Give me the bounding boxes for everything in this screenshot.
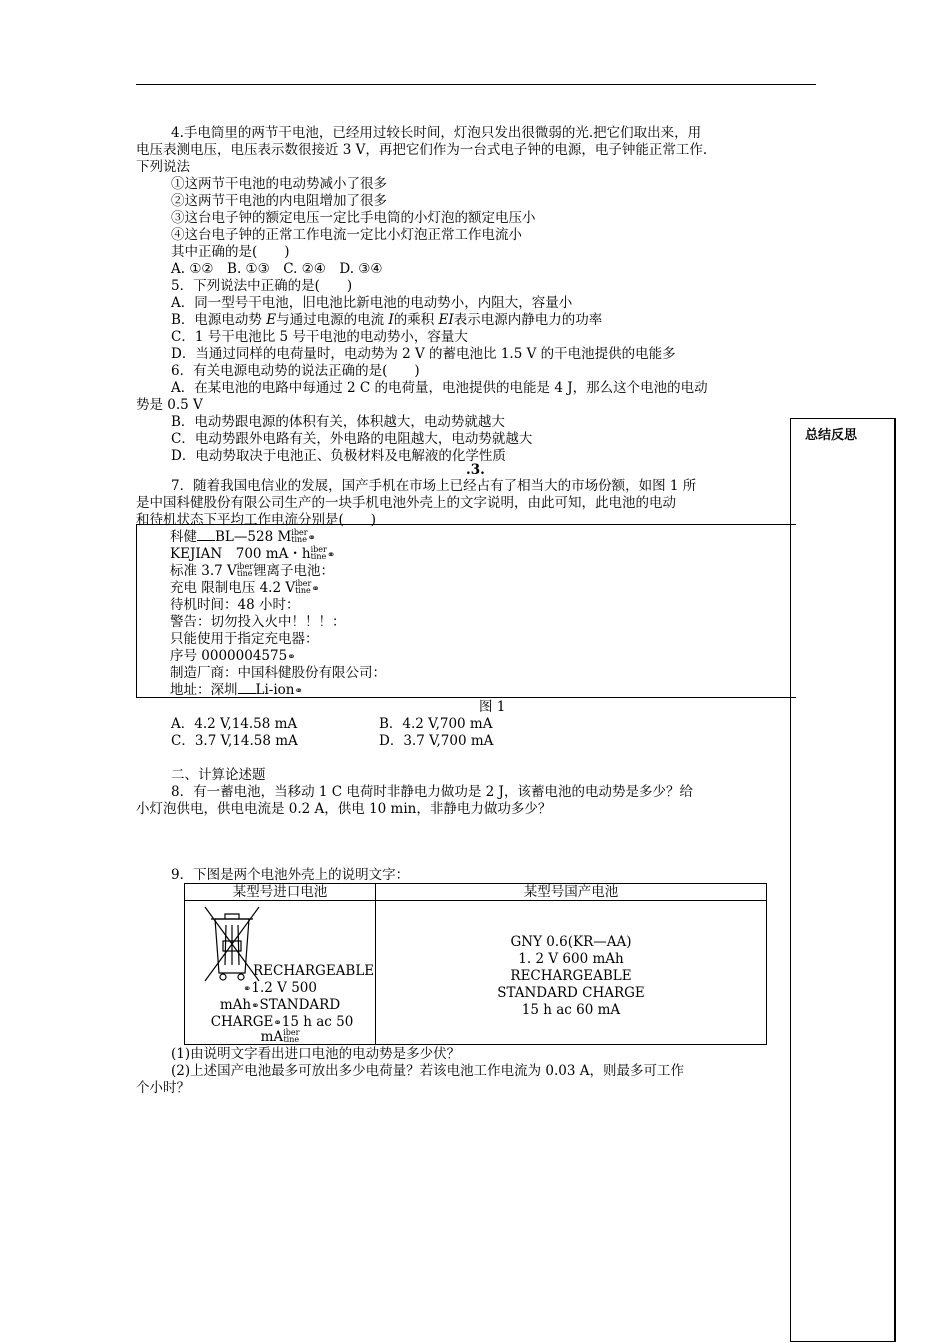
- imported-standard: STANDARD: [259, 997, 341, 1013]
- artifact-sup-bottom: tine: [283, 1034, 300, 1044]
- q7-line1: 7．随着我国电信业的发展，国产手机在市场上已经占有了相当大的市场份额，如图 1 所: [171, 478, 697, 494]
- q8-line1: 8．有一蓄电池，当移动 1 C 电荷时非静电力做功是 2 J，该蓄电池的电动势是多少？给: [171, 784, 693, 800]
- q4-statement-4: ④这台电子钟的正常工作电流一定比小灯泡正常工作电流小: [171, 227, 522, 243]
- domestic-line-2: 1. 2 V 600 mAh: [518, 951, 624, 967]
- label-capacity: KEJIAN 700 mA・h: [170, 546, 311, 562]
- label-type: 锂离子电池：: [253, 563, 335, 579]
- col-header-domestic: 某型号国产电池: [376, 884, 766, 901]
- domestic-line-4: STANDARD CHARGE: [497, 985, 645, 1001]
- domestic-line-1: GNY 0.6(KR—AA): [510, 934, 632, 950]
- scribble-icon: ⚭: [307, 533, 316, 544]
- battery-compare-table: [184, 883, 767, 1045]
- scribble-icon: ⚭: [311, 584, 320, 595]
- q5-b-e: E: [266, 312, 277, 328]
- label-standard-voltage: 标准 3.7 V: [170, 563, 237, 579]
- q5-b-ei: EI: [438, 312, 454, 328]
- artifact-sup-top: iber: [291, 527, 308, 537]
- artifact-sup-bottom: tine: [295, 585, 311, 595]
- figure-caption: 图 1: [479, 699, 506, 715]
- artifact-sup-top: iber: [236, 561, 254, 571]
- artifact-sup-top: iber: [310, 544, 327, 554]
- artifact-sup-bottom: tine: [291, 534, 307, 544]
- q7-option-a: A．4.2 V,14.58 mA: [171, 716, 298, 732]
- artifact-sup-bottom: tine: [236, 568, 253, 578]
- artifact-sup: [291, 529, 307, 543]
- q4-line3: 下列说法: [136, 159, 190, 175]
- artifact-sup: [295, 580, 311, 594]
- label-chem: Li-ion: [255, 682, 295, 698]
- label-line-10: [170, 682, 303, 700]
- imported-voltage: 1.2 V 500: [251, 980, 317, 996]
- scribble-icon: ⚭: [326, 550, 336, 561]
- q4-ask: 其中正确的是( ): [171, 244, 290, 260]
- q4-statement-1: ①这两节干电池的电动势减小了很多: [171, 176, 387, 192]
- q9-stem: 9．下图是两个电池外壳上的说明文字：: [171, 867, 410, 883]
- label-charge-limit: 充电 限制电压 4.2 V: [170, 580, 296, 596]
- label-line-1: [170, 529, 316, 547]
- artifact-sup: [311, 546, 327, 560]
- label-brand: 科健: [170, 529, 197, 545]
- imported-battery-cell: [185, 901, 376, 1044]
- q5-b-pre: B．电源电动势: [171, 312, 267, 328]
- q6-stem: 6．有关电源电动势的说法正确的是( ): [171, 363, 420, 379]
- q5-stem: 5．下列说法中正确的是( ): [171, 278, 353, 294]
- sidebar-title: 总结反思: [805, 428, 858, 443]
- q4-line2: 电压表测电压，电压表示数很接近 3 V，再把它们作为一台式电子钟的电源，电子钟能正常工作.: [136, 142, 708, 158]
- label-address: 地址：深圳: [170, 682, 238, 698]
- domestic-line-3: RECHARGEABLE: [510, 968, 632, 984]
- artifact-sup: [283, 1029, 299, 1043]
- domestic-line-5: 15 h ac 60 mA: [521, 1002, 621, 1018]
- q4-statement-3: ③这台电子钟的额定电压一定比手电筒的小灯泡的额定电压小: [171, 210, 536, 226]
- page-number: .3.: [466, 462, 485, 478]
- imported-line-2: [210, 980, 350, 998]
- artifact-sup-bottom: tine: [310, 551, 327, 561]
- q6-option-b: B．电动势跟电源的体积有关，体积越大，电动势就越大: [171, 414, 505, 430]
- artifact-sup-top: iber: [283, 1027, 300, 1037]
- label-serial: 序号 0000004575: [170, 648, 288, 664]
- scribble-icon: ⚭: [273, 1018, 282, 1029]
- q7-line2: 是中国科健股份有限公司生产的一块手机电池外壳上的文字说明，由此可知，此电池的电动: [136, 495, 676, 511]
- q5-option-b: [171, 312, 602, 329]
- q4-statement-2: ②这两节干电池的内电阻增加了很多: [171, 193, 387, 209]
- imported-charge: CHARGE: [210, 1014, 274, 1030]
- artifact-sup-top: iber: [295, 578, 312, 588]
- label-line-9: 制造厂商：中国科健股份有限公司：: [170, 665, 386, 681]
- artifact-sup: [237, 563, 253, 577]
- q9-sub2: (2)上述国产电池最多可放出多少电荷量？若该电池工作电流为 0.03 A，则最多可工作: [171, 1063, 685, 1079]
- q9-sub1: (1)由说明文字看出进口电池的电动势是多少伏？: [171, 1046, 461, 1062]
- col-header-imported: 某型号进口电池: [185, 884, 376, 901]
- q5-option-d: D．当通过同样的电荷量时，电动势为 2 V 的蓄电池比 1.5 V 的干电池提供的电能多: [171, 346, 676, 362]
- q6-option-c: C．电动势跟外电路有关，外电路的电阻越大，电动势就越大: [171, 431, 533, 447]
- q5-b-i: I: [388, 312, 394, 328]
- scribble-icon: ⚭: [251, 1001, 260, 1012]
- q4-line1: 4.手电筒里的两节干电池，已经用过较长时间，灯泡只发出很微弱的光.把它们取出来，用: [171, 125, 702, 141]
- q5-b-post: 表示电源内静电力的功率: [453, 312, 603, 328]
- imported-line-3: [210, 997, 350, 1015]
- label-line-4: [170, 580, 320, 598]
- header-rule: [136, 84, 816, 85]
- scribble-icon: ⚭: [287, 652, 296, 663]
- label-line-6: 警告：切勿投入火中！！！：: [170, 614, 346, 630]
- domestic-battery-cell: [376, 901, 766, 1044]
- imported-line-1: RECHARGEABLE: [253, 963, 375, 979]
- scribble-icon: ⚭: [294, 686, 303, 697]
- q8-line2: 小灯泡供电，供电电流是 0.2 A，供电 10 min，非静电力做功多少？: [136, 801, 552, 817]
- label-line-8: [170, 648, 296, 666]
- imported-line-5: [210, 1029, 350, 1046]
- label-line-5: 待机时间：48 小时：: [170, 597, 300, 613]
- underscore-mark: [197, 530, 215, 541]
- scribble-icon: ⚭: [243, 984, 252, 995]
- q7-option-b: B．4.2 V,700 mA: [379, 716, 493, 732]
- underscore-mark: [238, 683, 256, 694]
- summary-sidebar: [790, 418, 896, 1342]
- q9-sub2-cont: 个小时？: [136, 1080, 190, 1096]
- label-line-7: 只能使用于指定充电器：: [170, 631, 319, 647]
- imported-charge-spec: 15 h ac 50: [281, 1014, 354, 1030]
- q5-b-mid2: 的乘积: [393, 312, 439, 328]
- q4-options: A. ①② B. ①③ C. ②④ D. ③④: [171, 261, 383, 277]
- label-model: BL—528 M: [215, 529, 292, 545]
- q6-option-d: D．电动势取决于电池正、负极材料及电解液的化学性质: [171, 448, 506, 464]
- q5-option-c: C．1 号干电池比 5 号干电池的电动势小，容量大: [171, 329, 468, 345]
- q5-option-a: A．同一型号干电池，旧电池比新电池的电动势小，内阻大，容量小: [171, 295, 573, 311]
- q6-option-a2: 势是 0.5 V: [136, 397, 203, 413]
- q7-option-c: C．3.7 V,14.58 mA: [171, 733, 298, 749]
- imported-ma: mA: [260, 1029, 284, 1045]
- label-line-3: [170, 563, 334, 580]
- q7-line3: 和待机状态下平均工作电流分别是( ): [136, 512, 377, 528]
- q5-b-mid: 与通过电源的电流: [276, 312, 389, 328]
- section-title: 二、计算论述题: [171, 767, 266, 783]
- imported-mah: mAh: [219, 997, 252, 1013]
- q6-option-a1: A．在某电池的电路中每通过 2 C 的电荷量，电池提供的电能是 4 J，那么这个电池的电动: [171, 380, 708, 396]
- q7-option-d: D．3.7 V,700 mA: [379, 733, 494, 749]
